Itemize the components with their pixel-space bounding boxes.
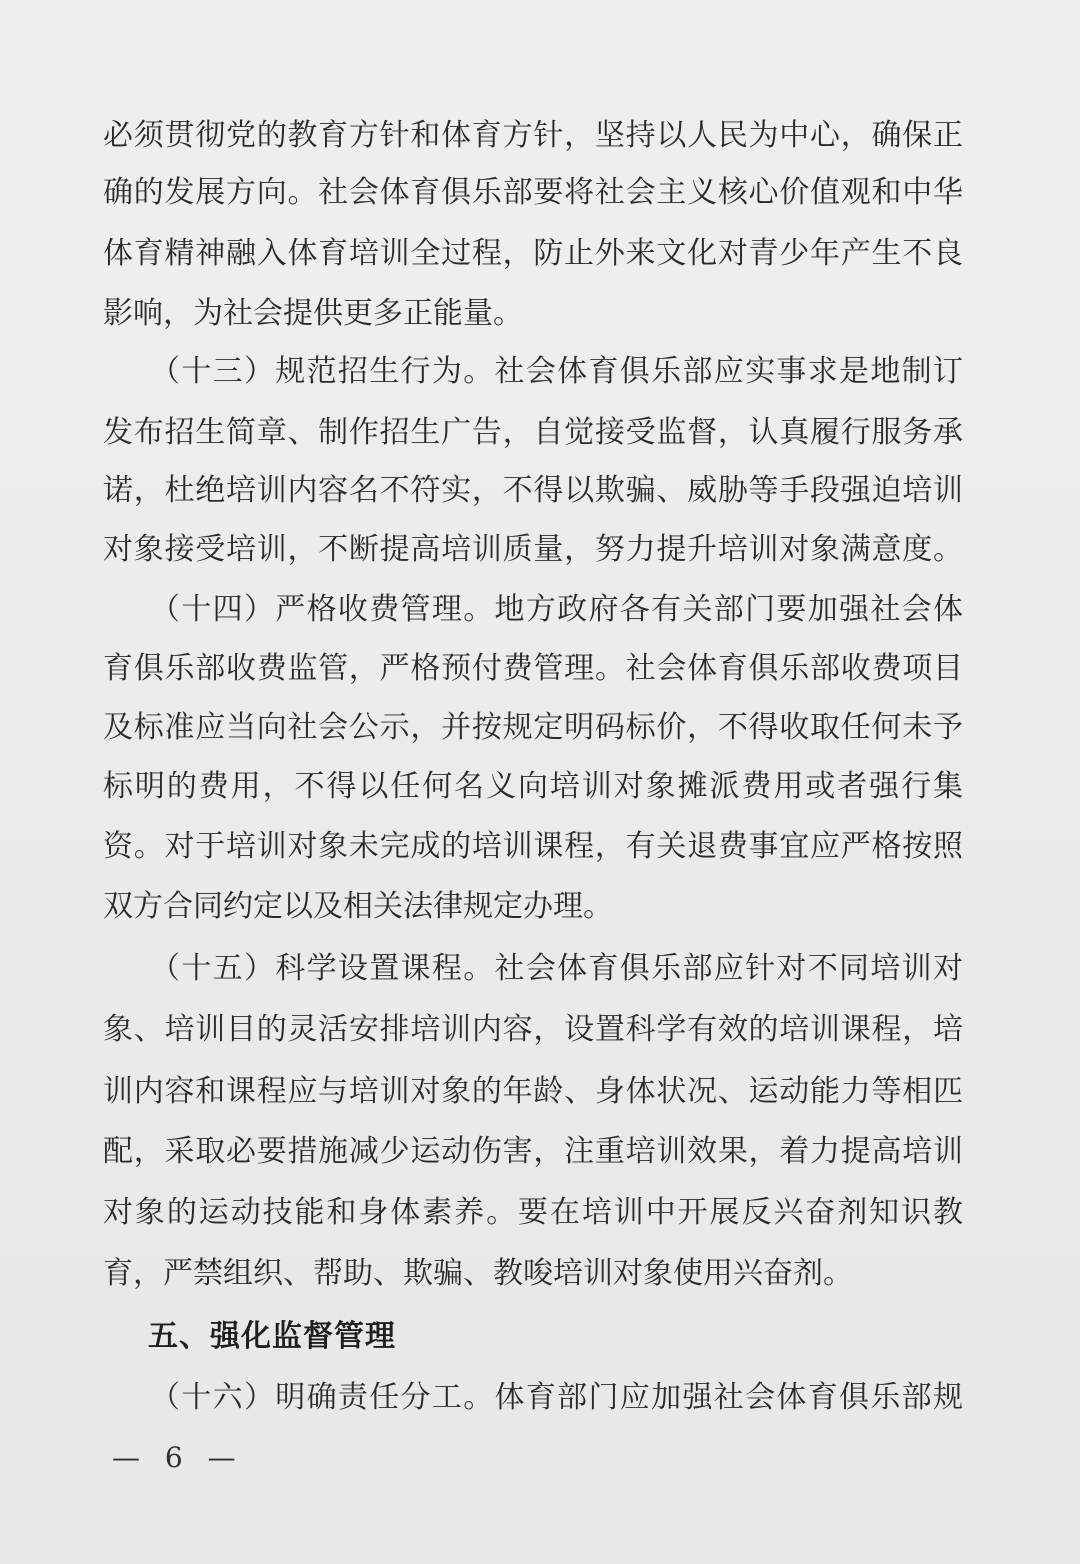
paragraph-line: 影响，为社会提供更多正能量。: [103, 296, 523, 331]
paragraph-line: 必须贯彻党的教育方针和体育方针，坚持以人民为中心，确保正: [103, 118, 963, 153]
paragraph-line: 确的发展方向。社会体育俱乐部要将社会主义核心价值观和中华: [103, 175, 963, 210]
paragraph-line: 育俱乐部收费监管，严格预付费管理。社会体育俱乐部收费项目: [103, 651, 963, 686]
page-number: — 6 —: [112, 1441, 244, 1474]
paragraph-line: 育，严禁组织、帮助、欺骗、教唆培训对象使用兴奋剂。: [103, 1256, 853, 1291]
paragraph-line: 诺，杜绝培训内容名不符实，不得以欺骗、威胁等手段强迫培训: [103, 473, 963, 508]
section-14-title-line: （十四）严格收费管理。地方政府各有关部门要加强社会体: [150, 592, 963, 627]
paragraph-line: 资。对于培训对象未完成的培训课程，有关退费事宜应严格按照: [103, 829, 963, 864]
section-16-title-line: （十六）明确责任分工。体育部门应加强社会体育俱乐部规: [150, 1380, 963, 1415]
paragraph-line: 对象的运动技能和身体素养。要在培训中开展反兴奋剂知识教: [103, 1195, 963, 1230]
paragraph-line: 标明的费用，不得以任何名义向培训对象摊派费用或者强行集: [103, 769, 963, 804]
paragraph-line: 及标准应当向社会公示，并按规定明码标价，不得收取任何未予: [103, 710, 963, 745]
paragraph-line: 发布招生简章、制作招生广告，自觉接受监督，认真履行服务承: [103, 415, 963, 450]
paragraph-line: 双方合同约定以及相关法律规定办理。: [103, 889, 613, 924]
section-15-title-line: （十五）科学设置课程。社会体育俱乐部应针对不同培训对: [150, 951, 963, 986]
paragraph-line: 体育精神融入体育培训全过程，防止外来文化对青少年产生不良: [103, 236, 963, 271]
section-13-title-line: （十三）规范招生行为。社会体育俱乐部应实事求是地制订: [150, 354, 963, 389]
paragraph-line: 对象接受培训，不断提高培训质量，努力提升培训对象满意度。: [103, 532, 963, 567]
paragraph-line: 配，采取必要措施减少运动伤害，注重培训效果，着力提高培训: [103, 1134, 963, 1169]
chapter-heading: 五、强化监督管理: [148, 1319, 396, 1354]
paragraph-line: 象、培训目的灵活安排培训内容，设置科学有效的培训课程，培: [103, 1012, 963, 1047]
paragraph-line: 训内容和课程应与培训对象的年龄、身体状况、运动能力等相匹: [103, 1074, 963, 1109]
